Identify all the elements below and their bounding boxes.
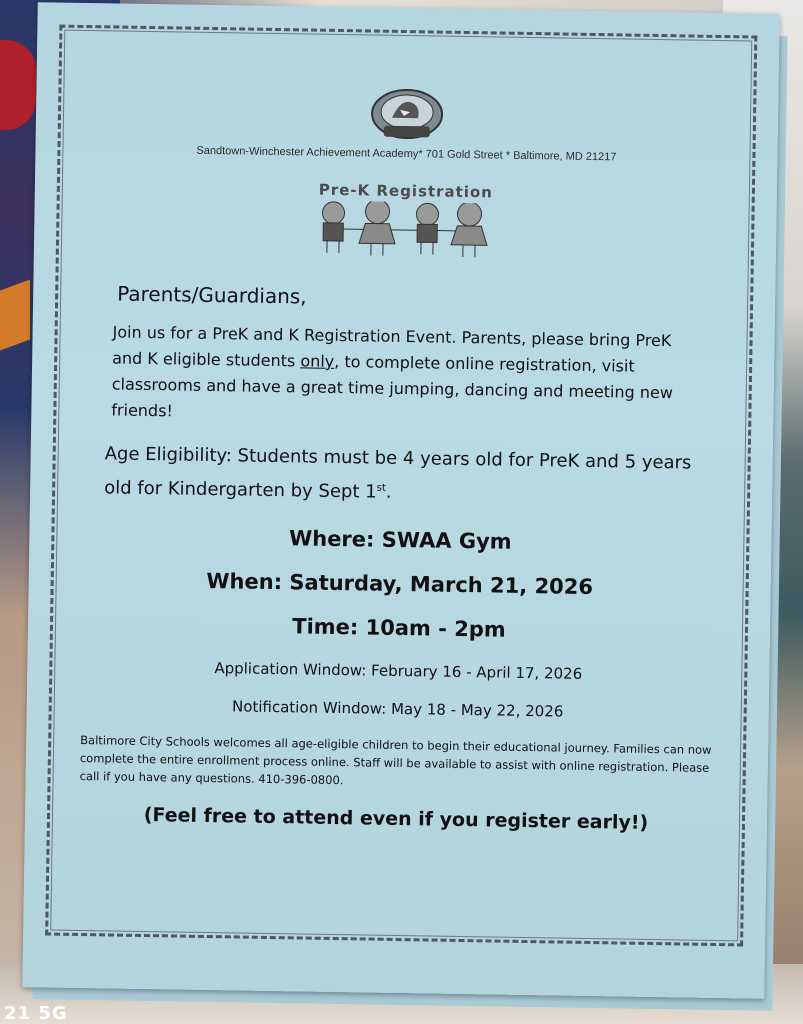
flyer-title: Pre-K Registration: [318, 180, 494, 202]
flyer: [22, 2, 779, 999]
event-time: Time: 10am - 2pm: [292, 614, 506, 642]
notification-window: Notification Window: May 18 - May 22, 2026: [231, 697, 564, 721]
school-address: Sandtown-Winchester Achievement Academy* 701 Gold Street * Baltimore, MD 21217: [196, 144, 617, 164]
school-logo: [370, 87, 445, 142]
age-eligibility: [104, 439, 713, 513]
details-paragraph: Baltimore City Schools welcomes all age-eligible children to begin their educational journey. Families can now complete the entire enrollment process online. Staff will be available to assist with online registration. Please call if you have any questions. 410-396-0800.: [79, 732, 712, 788]
intro-text-end: , to complete online registration, visit classrooms and have a great time jumping, dancing and meeting new friends!: [111, 351, 674, 421]
age-eligibility-text: Age Eligibility: Students must be 4 years old for PreK and 5 years old for Kindergarten by Sept 1: [103, 443, 692, 503]
application-window: Application Window: February 16 - April 17, 2026: [214, 659, 583, 683]
age-ordinal-suffix: st: [376, 482, 386, 494]
intro-text-start: Join us for a PreK and K Registration Event. Parents, please bring PreK and K eligible students: [112, 322, 672, 371]
intro-paragraph: [111, 319, 705, 432]
shark-logo-icon: [370, 87, 445, 142]
closing-note: (Feel free to attend even if you register early!): [143, 804, 649, 834]
background-orange-shape: [0, 280, 30, 351]
intro-underlined-word: only: [300, 351, 335, 371]
children-clipart-icon: [305, 200, 506, 259]
status-signal-text: 21 5G: [4, 1003, 68, 1024]
event-location: Where: SWAA Gym: [288, 526, 512, 554]
age-end-period: .: [385, 481, 392, 503]
background-red-shape: [0, 40, 36, 130]
flyer-content: [65, 63, 739, 835]
event-date: When: Saturday, March 21, 2026: [206, 568, 594, 600]
greeting: Parents/Guardians,: [117, 281, 307, 309]
